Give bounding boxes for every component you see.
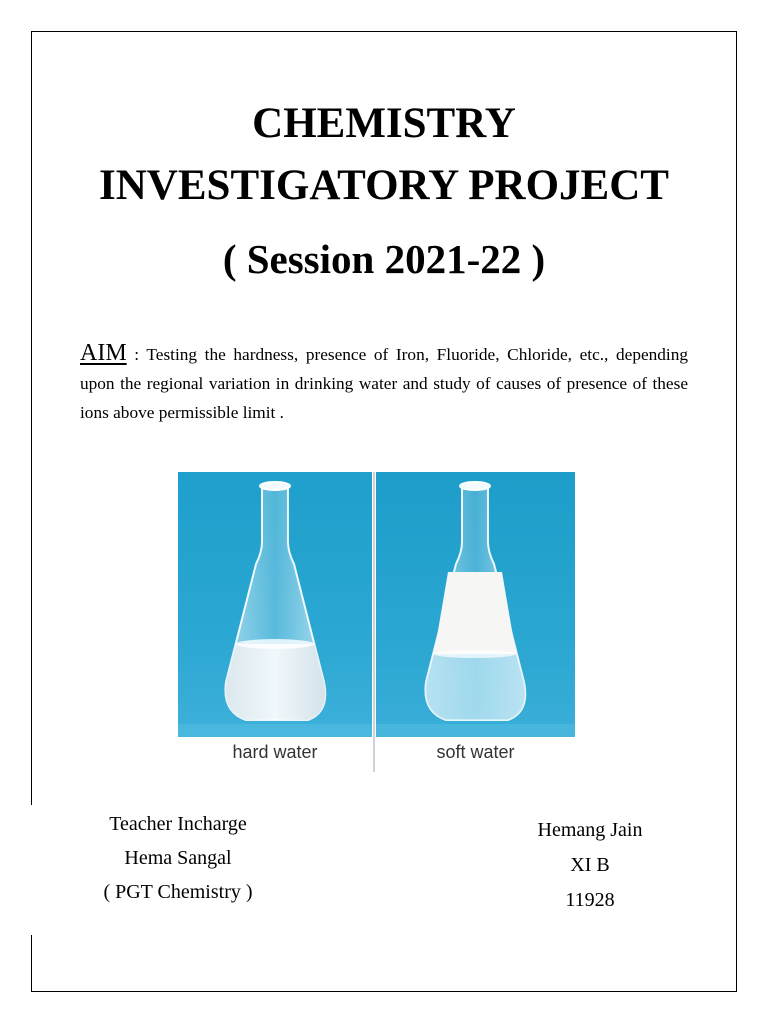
teacher-block — [68, 807, 288, 909]
teacher-role: Teacher Incharge — [109, 813, 247, 835]
teacher-name: Hema Sangal — [124, 847, 232, 869]
water-comparison-image — [178, 472, 575, 772]
hard-water-photo — [178, 472, 372, 737]
hard-water-caption: hard water — [232, 742, 318, 762]
hard-water-flask-icon — [178, 472, 372, 737]
title-line-2: INVESTIGATORY PROJECT — [99, 162, 669, 209]
aim-label: AIM — [80, 340, 127, 366]
aim-text: Testing the hardness, presence of Iron, Fluoride, Chloride, etc., depending upon the regional variation in drinking water and study of causes of presence of these ions above permissible limit . — [80, 345, 688, 422]
soft-water-flask-icon — [376, 472, 575, 737]
image-divider — [373, 472, 375, 772]
student-name: Hemang Jain — [537, 819, 643, 841]
soft-water-photo — [376, 472, 575, 737]
aim-separator: : — [126, 345, 147, 364]
soft-water-caption: soft water — [436, 742, 515, 762]
student-class: XI B — [570, 854, 610, 876]
student-block — [480, 813, 700, 918]
border-gap — [29, 805, 35, 935]
title-line-1: CHEMISTRY — [252, 100, 516, 147]
session-label: ( Session 2021-22 ) — [222, 236, 546, 282]
aim-paragraph — [80, 339, 688, 427]
teacher-designation: ( PGT Chemistry ) — [103, 881, 253, 903]
student-roll: 11928 — [565, 889, 615, 911]
